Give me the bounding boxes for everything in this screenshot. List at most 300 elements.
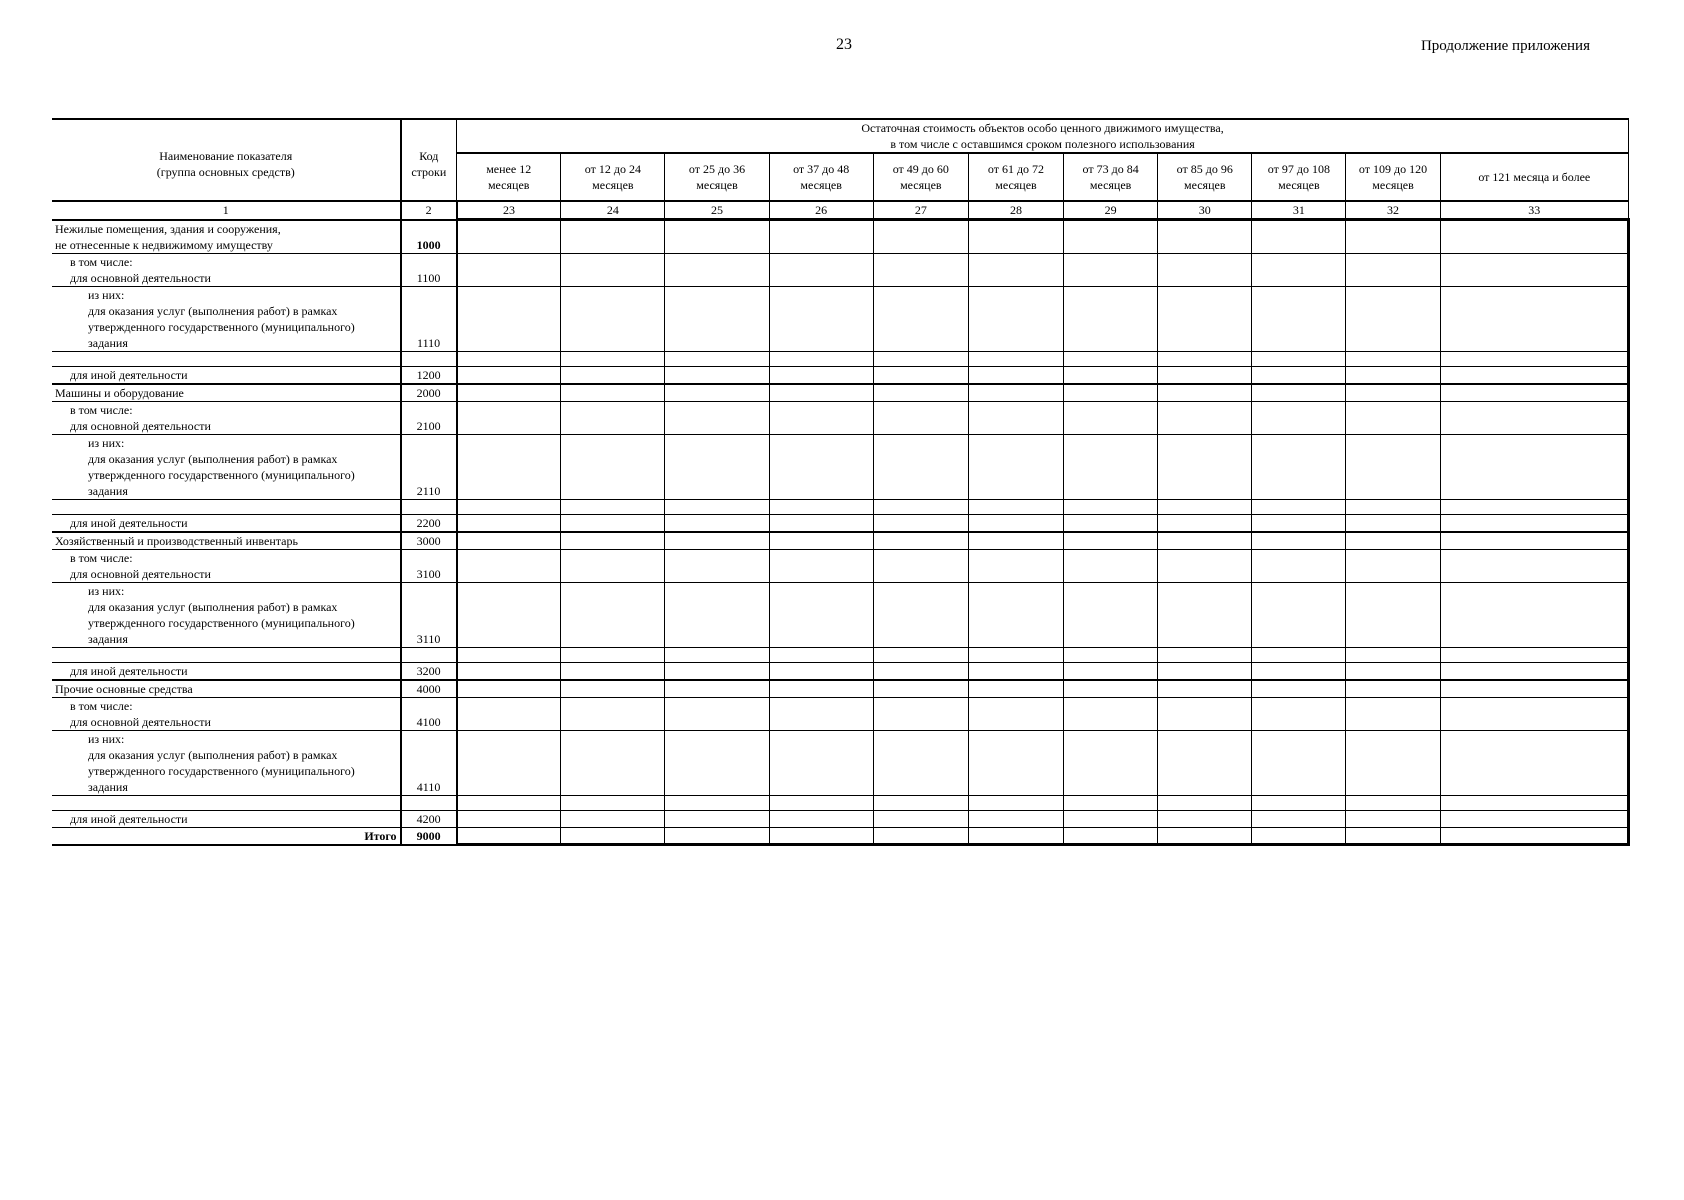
value-cell[interactable] (1252, 827, 1346, 845)
value-cell[interactable] (968, 697, 1063, 730)
value-cell[interactable] (1064, 680, 1158, 698)
value-cell[interactable] (968, 795, 1063, 810)
value-cell[interactable] (1064, 514, 1158, 532)
value-cell[interactable] (457, 499, 561, 514)
value-cell[interactable] (873, 795, 968, 810)
value-cell[interactable] (457, 384, 561, 402)
value-cell[interactable] (968, 220, 1063, 254)
value-cell[interactable] (1158, 795, 1252, 810)
value-cell[interactable] (1440, 680, 1628, 698)
value-cell[interactable] (769, 697, 873, 730)
table-row (52, 549, 1629, 582)
row-name: для иной деятельности (52, 366, 401, 384)
value-cell[interactable] (665, 827, 769, 845)
value-cell[interactable] (873, 680, 968, 698)
value-cell[interactable] (1158, 286, 1252, 351)
row-name: в том числе: для основной деятельности (52, 549, 401, 582)
value-cell[interactable] (561, 795, 665, 810)
value-cell[interactable] (873, 514, 968, 532)
table-row (52, 384, 1629, 402)
value-cell[interactable] (1346, 401, 1440, 434)
value-cell[interactable] (873, 499, 968, 514)
row-name: для иной деятельности (52, 810, 401, 827)
value-cell[interactable] (1252, 697, 1346, 730)
value-cell[interactable] (665, 366, 769, 384)
value-cell[interactable] (561, 532, 665, 550)
value-cell[interactable] (1440, 514, 1628, 532)
value-cell[interactable] (769, 647, 873, 662)
row-name: Машины и оборудование (52, 384, 401, 402)
value-cell[interactable] (1346, 384, 1440, 402)
value-cell[interactable] (1064, 827, 1158, 845)
row-code: 4200 (401, 810, 457, 827)
value-cell[interactable] (561, 366, 665, 384)
value-cell[interactable] (1346, 662, 1440, 680)
value-cell[interactable] (769, 680, 873, 698)
column-number-1: 1 (52, 201, 401, 220)
value-cell[interactable] (457, 582, 561, 647)
value-cell[interactable] (457, 366, 561, 384)
row-name: в том числе: для основной деятельности (52, 697, 401, 730)
value-cell[interactable] (457, 810, 561, 827)
value-cell[interactable] (968, 351, 1063, 366)
value-cell[interactable] (665, 401, 769, 434)
value-cell[interactable] (1346, 680, 1440, 698)
value-cell[interactable] (1158, 582, 1252, 647)
column-number-2: 2 (401, 201, 457, 220)
value-cell[interactable] (769, 286, 873, 351)
value-cell[interactable] (1252, 499, 1346, 514)
value-cell[interactable] (873, 401, 968, 434)
table-row (52, 434, 1629, 499)
value-cell[interactable] (1440, 499, 1628, 514)
value-cell[interactable] (873, 582, 968, 647)
row-code: 1000 (401, 220, 457, 254)
value-cell[interactable] (769, 532, 873, 550)
value-cell[interactable] (968, 582, 1063, 647)
value-cell[interactable] (665, 514, 769, 532)
value-cell[interactable] (1158, 532, 1252, 550)
column-number-3: 23 (457, 201, 561, 220)
value-cell[interactable] (1440, 384, 1628, 402)
value-cell[interactable] (457, 532, 561, 550)
value-cell[interactable] (769, 220, 873, 254)
value-cell[interactable] (1440, 582, 1628, 647)
value-cell[interactable] (1158, 730, 1252, 795)
value-cell[interactable] (1064, 401, 1158, 434)
value-cell[interactable] (457, 730, 561, 795)
table-row (52, 647, 1629, 662)
value-cell[interactable] (968, 827, 1063, 845)
value-cell[interactable] (1346, 810, 1440, 827)
value-cell[interactable] (968, 730, 1063, 795)
row-name (52, 795, 401, 810)
value-cell[interactable] (1064, 434, 1158, 499)
value-cell[interactable] (457, 401, 561, 434)
page-number: 23 (836, 36, 852, 53)
value-cell[interactable] (665, 549, 769, 582)
value-cell[interactable] (457, 697, 561, 730)
value-cell[interactable] (968, 366, 1063, 384)
row-code: 1110 (401, 286, 457, 351)
value-cell[interactable] (1158, 384, 1252, 402)
value-cell[interactable] (1064, 532, 1158, 550)
period-header-4: от 37 до 48 месяцев (769, 153, 873, 201)
value-cell[interactable] (561, 827, 665, 845)
value-cell[interactable] (1158, 366, 1252, 384)
column-number-11: 31 (1252, 201, 1346, 220)
table-row (52, 827, 1629, 845)
value-cell[interactable] (1346, 514, 1440, 532)
value-cell[interactable] (1440, 795, 1628, 810)
value-cell[interactable] (968, 549, 1063, 582)
value-cell[interactable] (873, 366, 968, 384)
row-code: 4100 (401, 697, 457, 730)
value-cell[interactable] (457, 434, 561, 499)
value-cell[interactable] (1440, 366, 1628, 384)
value-cell[interactable] (1440, 351, 1628, 366)
table-row (52, 810, 1629, 827)
value-cell[interactable] (769, 366, 873, 384)
value-cell[interactable] (873, 220, 968, 254)
value-cell[interactable] (1440, 730, 1628, 795)
value-cell[interactable] (1064, 697, 1158, 730)
value-cell[interactable] (1158, 499, 1252, 514)
value-cell[interactable] (1158, 253, 1252, 286)
value-cell[interactable] (1064, 286, 1158, 351)
value-cell[interactable] (873, 434, 968, 499)
column-number-4: 24 (561, 201, 665, 220)
value-cell[interactable] (665, 730, 769, 795)
value-cell[interactable] (968, 662, 1063, 680)
value-cell[interactable] (873, 532, 968, 550)
value-cell[interactable] (1158, 810, 1252, 827)
value-cell[interactable] (1064, 366, 1158, 384)
value-cell[interactable] (665, 220, 769, 254)
value-cell[interactable] (1158, 662, 1252, 680)
table-row (52, 286, 1629, 351)
value-cell[interactable] (665, 499, 769, 514)
value-cell[interactable] (561, 810, 665, 827)
row-code: 2110 (401, 434, 457, 499)
value-cell[interactable] (769, 810, 873, 827)
row-name: в том числе: для основной деятельности (52, 401, 401, 434)
value-cell[interactable] (1252, 549, 1346, 582)
table-row (52, 351, 1629, 366)
value-cell[interactable] (665, 532, 769, 550)
value-cell[interactable] (561, 434, 665, 499)
value-cell[interactable] (1440, 401, 1628, 434)
value-cell[interactable] (1252, 384, 1346, 402)
value-cell[interactable] (1346, 697, 1440, 730)
value-cell[interactable] (1252, 662, 1346, 680)
value-cell[interactable] (1158, 220, 1252, 254)
value-cell[interactable] (769, 253, 873, 286)
value-cell[interactable] (1252, 730, 1346, 795)
value-cell[interactable] (968, 253, 1063, 286)
value-cell[interactable] (1158, 514, 1252, 532)
value-cell[interactable] (769, 401, 873, 434)
residual-value-table (52, 118, 1630, 846)
table-row (52, 499, 1629, 514)
value-cell[interactable] (1252, 401, 1346, 434)
row-name: Хозяйственный и производственный инвентарь (52, 532, 401, 550)
value-cell[interactable] (968, 680, 1063, 698)
table-row (52, 795, 1629, 810)
value-cell[interactable] (1158, 549, 1252, 582)
value-cell[interactable] (1346, 549, 1440, 582)
column-number-13: 33 (1440, 201, 1628, 220)
value-cell[interactable] (561, 680, 665, 698)
value-cell[interactable] (561, 384, 665, 402)
value-cell[interactable] (1440, 810, 1628, 827)
value-cell[interactable] (665, 647, 769, 662)
value-cell[interactable] (1346, 499, 1440, 514)
value-cell[interactable] (1064, 253, 1158, 286)
value-cell[interactable] (457, 253, 561, 286)
row-code: 3110 (401, 582, 457, 647)
value-cell[interactable] (873, 730, 968, 795)
period-header-8: от 85 до 96 месяцев (1158, 153, 1252, 201)
value-cell[interactable] (1064, 647, 1158, 662)
value-cell[interactable] (665, 697, 769, 730)
value-cell[interactable] (769, 434, 873, 499)
value-cell[interactable] (1252, 253, 1346, 286)
value-cell[interactable] (873, 384, 968, 402)
value-cell[interactable] (1064, 810, 1158, 827)
value-cell[interactable] (457, 680, 561, 698)
period-header-9: от 97 до 108 месяцев (1252, 153, 1346, 201)
value-cell[interactable] (457, 220, 561, 254)
table-row (52, 680, 1629, 698)
value-cell[interactable] (457, 647, 561, 662)
value-cell[interactable] (873, 253, 968, 286)
table-row (52, 401, 1629, 434)
value-cell[interactable] (968, 384, 1063, 402)
row-name: для иной деятельности (52, 514, 401, 532)
value-cell[interactable] (1440, 253, 1628, 286)
value-cell[interactable] (457, 827, 561, 845)
value-cell[interactable] (665, 810, 769, 827)
row-name: Прочие основные средства (52, 680, 401, 698)
value-cell[interactable] (561, 351, 665, 366)
value-cell[interactable] (1440, 434, 1628, 499)
value-cell[interactable] (968, 810, 1063, 827)
value-cell[interactable] (1346, 286, 1440, 351)
row-name: для иной деятельности (52, 662, 401, 680)
row-name (52, 351, 401, 366)
value-cell[interactable] (1252, 514, 1346, 532)
value-cell[interactable] (1440, 286, 1628, 351)
value-cell[interactable] (457, 662, 561, 680)
column-number-10: 30 (1158, 201, 1252, 220)
column-number-12: 32 (1346, 201, 1440, 220)
value-cell[interactable] (1252, 582, 1346, 647)
value-cell[interactable] (561, 647, 665, 662)
value-cell[interactable] (1252, 351, 1346, 366)
row-code: 2200 (401, 514, 457, 532)
value-cell[interactable] (561, 286, 665, 351)
row-code (401, 499, 457, 514)
column-number-6: 26 (769, 201, 873, 220)
row-name: из них: для оказания услуг (выполнения работ) в рамках утвержденного государственного (муниципального) задания (52, 434, 401, 499)
period-header-11: от 121 месяца и более (1440, 153, 1628, 201)
value-cell[interactable] (873, 662, 968, 680)
value-cell[interactable] (665, 351, 769, 366)
value-cell[interactable] (1158, 827, 1252, 845)
value-cell[interactable] (1346, 532, 1440, 550)
table-row (52, 730, 1629, 795)
row-code: 3200 (401, 662, 457, 680)
period-header-10: от 109 до 120 месяцев (1346, 153, 1440, 201)
value-cell[interactable] (873, 827, 968, 845)
column-number-8: 28 (968, 201, 1063, 220)
value-cell[interactable] (1158, 401, 1252, 434)
period-header-7: от 73 до 84 месяцев (1064, 153, 1158, 201)
value-cell[interactable] (968, 514, 1063, 532)
value-cell[interactable] (769, 514, 873, 532)
value-cell[interactable] (665, 582, 769, 647)
value-cell[interactable] (1064, 499, 1158, 514)
table-row (52, 582, 1629, 647)
value-cell[interactable] (665, 384, 769, 402)
period-header-2: от 12 до 24 месяцев (561, 153, 665, 201)
value-cell[interactable] (1252, 286, 1346, 351)
value-cell[interactable] (1158, 697, 1252, 730)
value-cell[interactable] (873, 286, 968, 351)
value-cell[interactable] (769, 549, 873, 582)
value-cell[interactable] (769, 384, 873, 402)
value-cell[interactable] (968, 499, 1063, 514)
value-cell[interactable] (457, 795, 561, 810)
table-row (52, 220, 1629, 254)
value-cell[interactable] (769, 730, 873, 795)
value-cell[interactable] (1346, 351, 1440, 366)
value-cell[interactable] (1346, 220, 1440, 254)
value-cell[interactable] (1440, 827, 1628, 845)
value-cell[interactable] (561, 582, 665, 647)
value-cell[interactable] (1064, 384, 1158, 402)
value-cell[interactable] (1440, 647, 1628, 662)
value-cell[interactable] (873, 810, 968, 827)
value-cell[interactable] (1064, 549, 1158, 582)
value-cell[interactable] (1252, 795, 1346, 810)
value-cell[interactable] (1158, 351, 1252, 366)
value-cell[interactable] (665, 662, 769, 680)
value-cell[interactable] (1440, 697, 1628, 730)
value-cell[interactable] (1252, 220, 1346, 254)
value-cell[interactable] (968, 401, 1063, 434)
value-cell[interactable] (769, 827, 873, 845)
value-cell[interactable] (1440, 549, 1628, 582)
value-cell[interactable] (1440, 220, 1628, 254)
value-cell[interactable] (665, 795, 769, 810)
value-cell[interactable] (769, 795, 873, 810)
value-cell[interactable] (769, 351, 873, 366)
value-cell[interactable] (457, 286, 561, 351)
value-cell[interactable] (769, 582, 873, 647)
value-cell[interactable] (1346, 730, 1440, 795)
value-cell[interactable] (1440, 662, 1628, 680)
row-code: 9000 (401, 827, 457, 845)
row-code: 1200 (401, 366, 457, 384)
value-cell[interactable] (1440, 532, 1628, 550)
value-cell[interactable] (873, 351, 968, 366)
value-cell[interactable] (1158, 647, 1252, 662)
value-cell[interactable] (1158, 680, 1252, 698)
value-cell[interactable] (1346, 827, 1440, 845)
value-cell[interactable] (665, 253, 769, 286)
value-cell[interactable] (1252, 680, 1346, 698)
value-cell[interactable] (769, 499, 873, 514)
value-cell[interactable] (1064, 795, 1158, 810)
value-cell[interactable] (1252, 434, 1346, 499)
value-cell[interactable] (561, 401, 665, 434)
value-cell[interactable] (457, 351, 561, 366)
value-cell[interactable] (873, 697, 968, 730)
value-cell[interactable] (1252, 366, 1346, 384)
value-cell[interactable] (561, 662, 665, 680)
value-cell[interactable] (1346, 434, 1440, 499)
value-cell[interactable] (1346, 647, 1440, 662)
value-cell[interactable] (1064, 662, 1158, 680)
column-number-9: 29 (1064, 201, 1158, 220)
table-row (52, 514, 1629, 532)
value-cell[interactable] (1346, 366, 1440, 384)
table-row (52, 532, 1629, 550)
value-cell[interactable] (561, 220, 665, 254)
value-cell[interactable] (1252, 532, 1346, 550)
period-header-6: от 61 до 72 месяцев (968, 153, 1063, 201)
value-cell[interactable] (968, 286, 1063, 351)
value-cell[interactable] (1064, 351, 1158, 366)
value-cell[interactable] (1346, 582, 1440, 647)
value-cell[interactable] (1346, 253, 1440, 286)
continuation-label: Продолжение приложения (1420, 38, 1590, 54)
row-name (52, 647, 401, 662)
value-cell[interactable] (1064, 220, 1158, 254)
row-name: из них: для оказания услуг (выполнения работ) в рамках утвержденного государственного (муниципального) задания (52, 286, 401, 351)
value-cell[interactable] (561, 730, 665, 795)
value-cell[interactable] (1064, 730, 1158, 795)
value-cell[interactable] (561, 549, 665, 582)
row-code: 3100 (401, 549, 457, 582)
value-cell[interactable] (665, 680, 769, 698)
row-code: 2000 (401, 384, 457, 402)
value-cell[interactable] (561, 253, 665, 286)
value-cell[interactable] (1064, 582, 1158, 647)
value-cell[interactable] (1346, 795, 1440, 810)
value-cell[interactable] (968, 434, 1063, 499)
value-cell[interactable] (665, 434, 769, 499)
table-row (52, 662, 1629, 680)
value-cell[interactable] (873, 647, 968, 662)
value-cell[interactable] (1252, 810, 1346, 827)
value-cell[interactable] (968, 647, 1063, 662)
value-cell[interactable] (457, 514, 561, 532)
value-cell[interactable] (665, 286, 769, 351)
value-cell[interactable] (561, 514, 665, 532)
value-cell[interactable] (1252, 647, 1346, 662)
value-cell[interactable] (457, 549, 561, 582)
value-cell[interactable] (1158, 434, 1252, 499)
row-name: Нежилые помещения, здания и сооружения, не отнесенные к недвижимому имуществу (52, 220, 401, 254)
value-cell[interactable] (561, 499, 665, 514)
value-cell[interactable] (769, 662, 873, 680)
value-cell[interactable] (873, 549, 968, 582)
value-cell[interactable] (561, 697, 665, 730)
value-cell[interactable] (968, 532, 1063, 550)
